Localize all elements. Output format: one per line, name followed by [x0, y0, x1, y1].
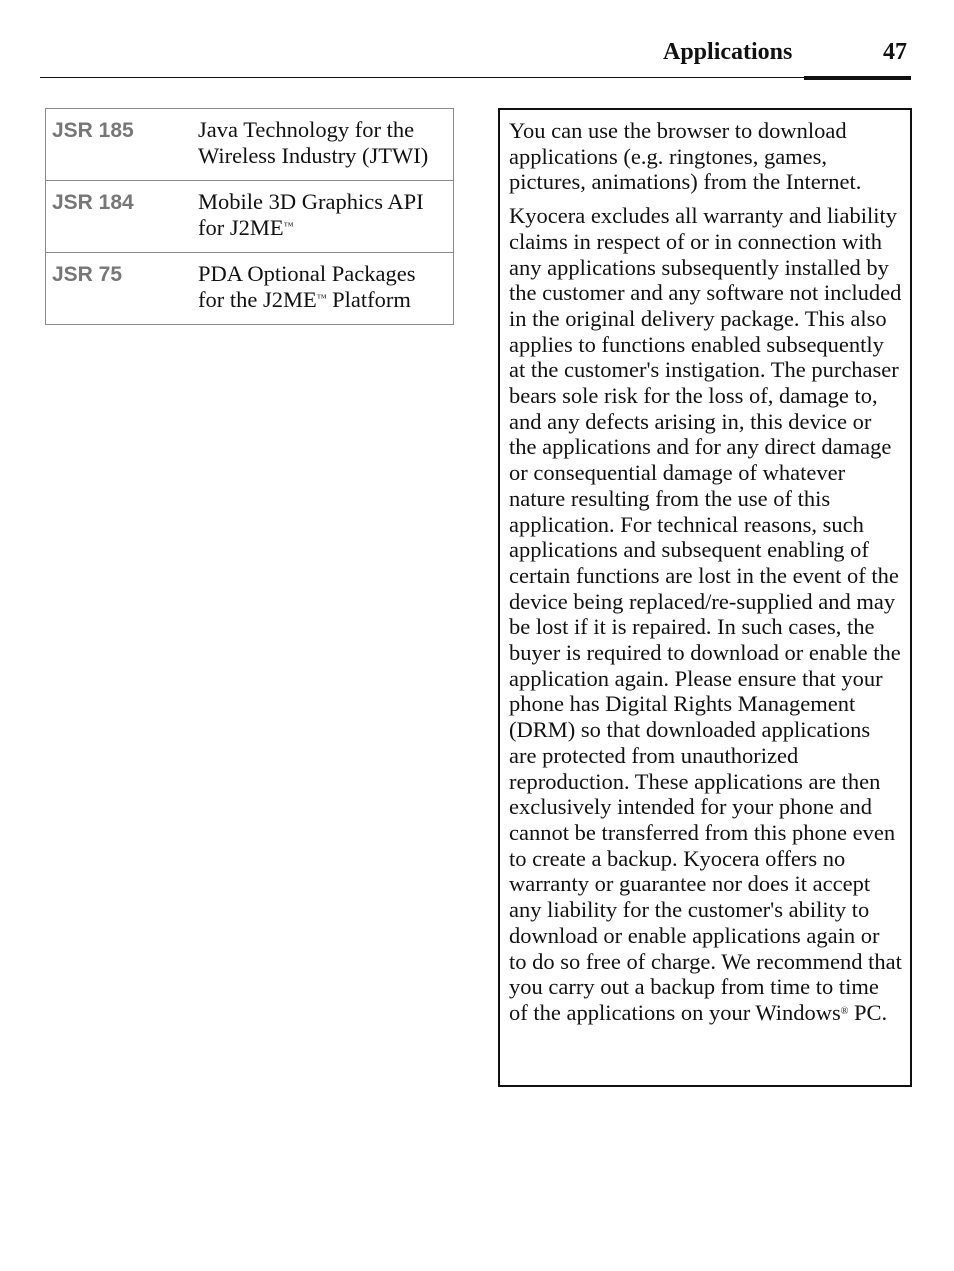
trademark-symbol: ™ [316, 292, 327, 304]
table-row [46, 181, 454, 253]
jsr-description-text: PDA Optional Packages for the J2ME [198, 261, 416, 312]
jsr-description [190, 109, 454, 181]
jsr-description [190, 181, 454, 253]
download-notice-box [498, 108, 912, 1087]
jsr-description-text: Mobile 3D Graphics API for J2ME [198, 189, 424, 240]
jsr-spec-table [45, 108, 454, 325]
jsr-description-text-end: Platform [326, 286, 411, 312]
trademark-symbol: ™ [283, 220, 294, 232]
warranty-text-end: PC. [848, 999, 888, 1025]
section-title: Applications [663, 39, 793, 65]
table-row [46, 109, 454, 181]
jsr-description [190, 253, 454, 325]
page-number: 47 [883, 39, 907, 65]
table-row [46, 253, 454, 325]
registered-symbol: ® [840, 1005, 849, 1017]
jsr-code: JSR 75 [46, 253, 191, 325]
jsr-code: JSR 184 [46, 181, 191, 253]
notice-paragraph-warranty [509, 203, 902, 1026]
warranty-text: Kyocera excludes all warranty and liability claims in respect of or in connection with any applications subsequently installed by the customer and any software not included in the original delivery package. This also applies to functions enabled subsequently at the customer's instigation. The purchaser bears sole risk for the loss of, damage to, and any defects arising in, this device or the applications and for any direct damage or consequential damage of whatever nature resulting from the use of this application. For technical reasons, such applications and subsequent enabling of certain functions are lost in the event of the device being replaced/re-supplied and may be lost if it is repaired. In such cases, the buyer is required to download or enable the application again. Please ensure that your phone has Digital Rights Management (DRM) so that downloaded applications are protected from unauthorized reproduction. These applications are then exclusively intended for your phone and cannot be transferred from this phone even to create a backup. Kyocera offers no warranty or guarantee nor does it accept any liability for the customer's ability to download or enable applications again or to do so free of charge. We recommend that you carry out a backup from time to time of the applications on your Windows [509, 203, 902, 1025]
jsr-code: JSR 185 [46, 109, 191, 181]
page-header [40, 34, 911, 78]
header-tab-marker [804, 76, 911, 80]
jsr-description-text: Java Technology for the Wireless Industry (JTWI) [198, 117, 429, 168]
header-rule [40, 77, 911, 78]
notice-paragraph-intro: You can use the browser to download applications (e.g. ringtones, games, pictures, animations) from the Internet. [509, 118, 862, 195]
